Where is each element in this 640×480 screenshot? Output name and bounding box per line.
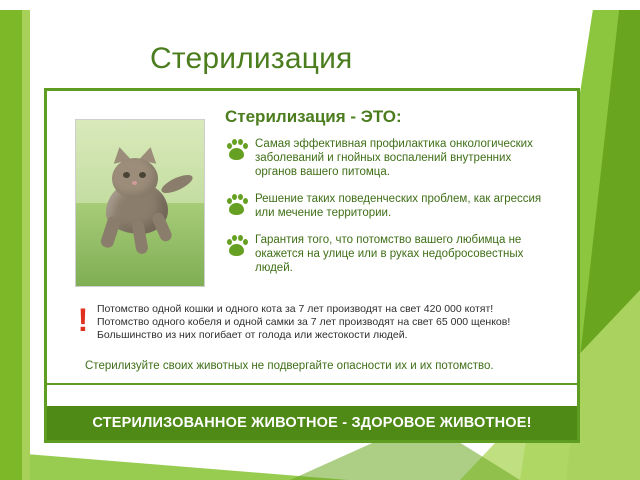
list-item [225, 137, 555, 179]
list-item [225, 233, 555, 275]
page-title: Стерилизация [150, 42, 353, 75]
cat-nose [132, 181, 137, 185]
card-heading: Стерилизация - ЭТО: [225, 107, 402, 126]
bullet-text: Самая эффективная профилактика онкологических заболеваний и гнойных воспалений внутренних органов вашего питомца. [255, 138, 533, 178]
closing-text: Стерилизуйте своих животных не подвергайте опасности их и их потомство. [85, 360, 494, 372]
paw-icon [225, 235, 249, 259]
list-item [225, 192, 555, 220]
background-bar-left-inner [22, 0, 30, 480]
bullet-list [225, 137, 555, 288]
divider [47, 383, 577, 385]
status-banner: СТЕРИЛИЗОВАННОЕ ЖИВОТНОЕ - ЗДОРОВОЕ ЖИВОТНОЕ! [47, 406, 577, 440]
warning-block [69, 303, 561, 342]
warning-line: Потомство одной кошки и одного кота за 7 лет производят на свет 420 000 котят! [97, 303, 494, 315]
content-card [44, 88, 580, 443]
warning-line: Большинство из них погибает от голода или жестокости людей. [97, 329, 408, 341]
exclamation-icon: ! [77, 302, 89, 338]
warning-lines [97, 303, 510, 342]
paw-icon [225, 194, 249, 218]
background-strip-top [0, 0, 640, 10]
bullet-text: Гарантия того, что потомство вашего любимца не окажется на улице или в руках недобросовестных людей. [255, 234, 524, 274]
warning-line: Потомство одного кобеля и одной самки за 7 лет производят на свет 65 000 щенков! [97, 316, 511, 328]
cat-eye-right [139, 172, 146, 178]
background-bar-left [0, 0, 22, 480]
bullet-text: Решение таких поведенческих проблем, как агрессия или мечение территории. [255, 193, 542, 219]
kitten-photo [75, 119, 205, 287]
paw-icon [225, 139, 249, 163]
cat-eye-left [123, 172, 130, 178]
cat-head [112, 158, 158, 198]
